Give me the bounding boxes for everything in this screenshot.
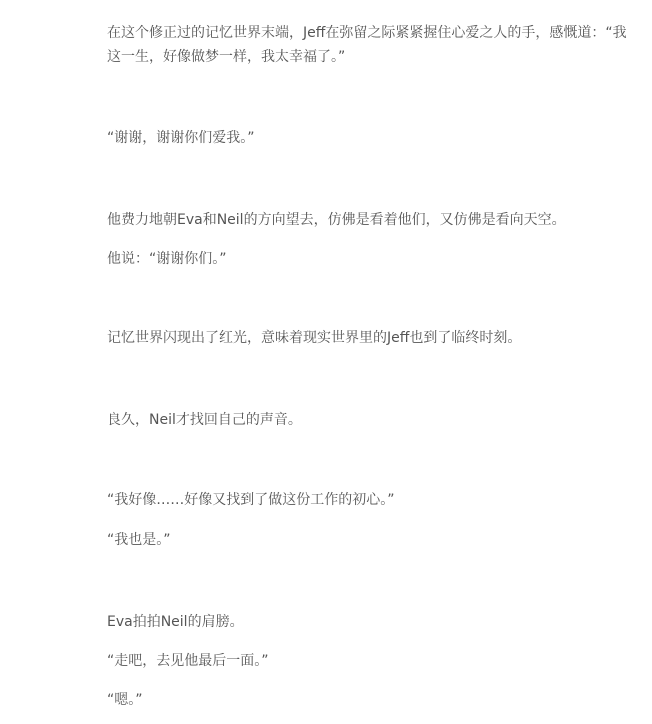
paragraph-11: “嗯。” [107,692,143,708]
paragraph-1: 在这个修正过的记忆世界末端，Jeff在弥留之际紧紧握住心爱之人的手，感慨道：“我这一生，好像做梦一样，我太幸福了。” [107,25,627,65]
paragraph-2: “谢谢，谢谢你们爱我。” [107,130,255,146]
paragraph-4: 他说：“谢谢你们。” [107,251,227,267]
paragraph-8: “我也是。” [107,532,171,548]
paragraph-6: 良久，Neil才找回自己的声音。 [107,412,302,428]
paragraph-7: “我好像……好像又找到了做这份工作的初心。” [107,492,395,508]
paragraph-5: 记忆世界闪现出了红光，意味着现实世界里的Jeff也到了临终时刻。 [107,330,522,346]
paragraph-3: 他费力地朝Eva和Neil的方向望去，仿佛是看着他们，又仿佛是看向天空。 [107,212,566,228]
paragraph-9: Eva拍拍Neil的肩膀。 [107,614,244,630]
paragraph-10: “走吧，去见他最后一面。” [107,653,269,669]
